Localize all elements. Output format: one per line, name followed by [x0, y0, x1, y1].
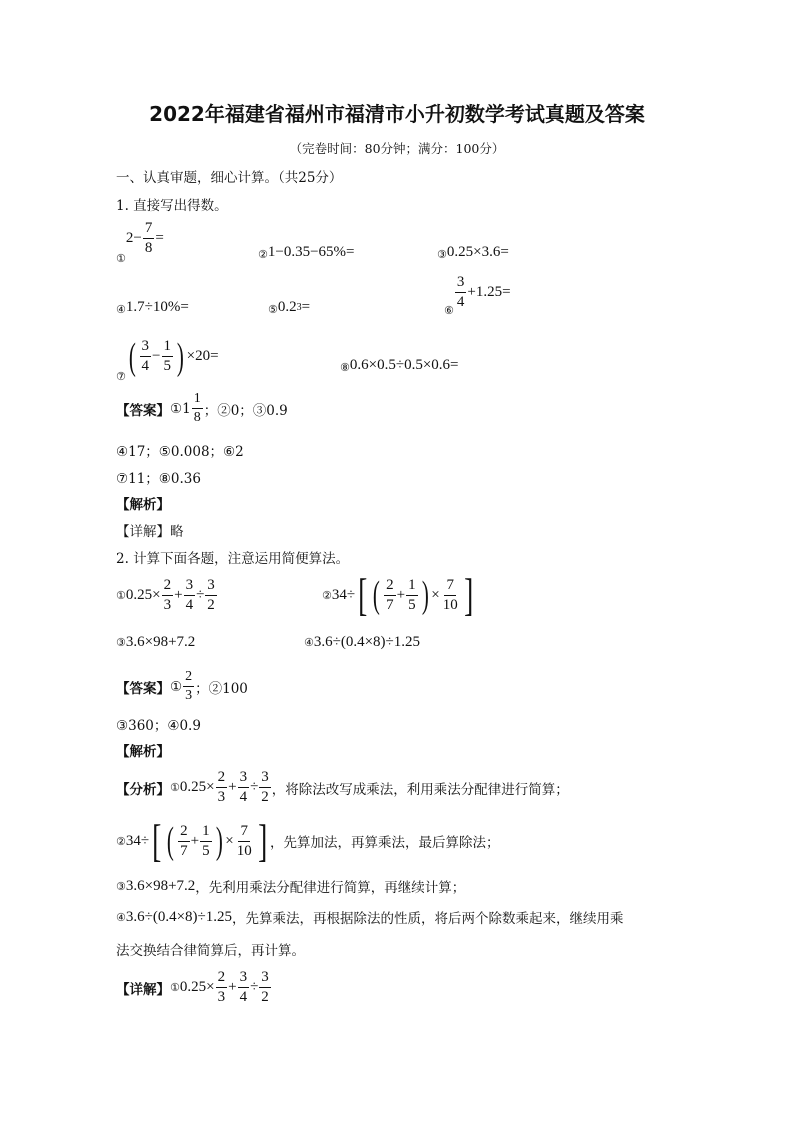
- q1-answer-line-1: [116, 392, 288, 425]
- expression: 3.6×98+7.2: [125, 634, 196, 650]
- open-bracket: [: [358, 569, 368, 620]
- numerator: 3: [184, 578, 196, 596]
- fraction: [143, 221, 155, 256]
- q1-analysis-label: 【解析】: [116, 497, 170, 513]
- fraction: [259, 770, 271, 805]
- operator: ÷: [196, 587, 205, 603]
- denominator: 3: [217, 989, 226, 1005]
- numerator: 7: [238, 824, 250, 842]
- denominator: 4: [239, 789, 248, 805]
- q2-answer-line-1: [116, 670, 248, 703]
- answer-part: ①: [170, 678, 183, 695]
- expression: 1−0.35−65%=: [267, 244, 355, 260]
- expr-part: 34÷: [125, 832, 150, 849]
- operator: ×: [225, 832, 234, 849]
- denominator: 7: [180, 842, 188, 859]
- fenxi-line-2: [116, 815, 500, 866]
- operator: +: [396, 586, 406, 603]
- fenxi-line-4: [116, 907, 624, 927]
- fraction: [216, 770, 228, 805]
- item-number: ⑥: [444, 304, 454, 317]
- fraction: [140, 339, 152, 374]
- denominator: 2: [261, 789, 269, 805]
- fraction: [183, 670, 194, 703]
- item-number: ②: [322, 588, 332, 602]
- numerator: 3: [455, 275, 467, 293]
- q1-item-8: [340, 357, 459, 374]
- q2-answer-line-2: ③360；④0.9: [116, 718, 201, 734]
- expr-part: 0.25×: [125, 587, 161, 603]
- numerator: 2: [384, 578, 396, 596]
- answer-part: ；②100: [195, 680, 248, 697]
- analysis-sub-label: 【分析】: [116, 781, 170, 798]
- fraction: [238, 970, 250, 1005]
- q2-expr-4: [304, 634, 420, 651]
- operator: ×: [431, 586, 440, 603]
- expr-part: 0.25×: [179, 979, 215, 995]
- detail-label: 【详解】: [116, 981, 170, 998]
- close-paren: ): [176, 335, 184, 378]
- open-paren: (: [167, 820, 175, 862]
- item-number: ①: [116, 589, 126, 602]
- expression: 3.6×98+7.2: [125, 877, 196, 894]
- close-paren: ): [215, 820, 223, 862]
- fenxi-line-3: [116, 876, 465, 896]
- numerator: 3: [205, 578, 217, 596]
- item-number: ②: [258, 248, 268, 261]
- item-number: ①: [116, 252, 126, 265]
- operator: +: [228, 779, 237, 795]
- denominator: 4: [239, 989, 248, 1005]
- numerator: 3: [238, 970, 250, 988]
- fraction: [441, 578, 460, 613]
- close-bracket: ]: [463, 569, 473, 620]
- item-number: ①: [170, 781, 180, 794]
- numerator: 7: [444, 578, 456, 596]
- expression: 0.25×3.6=: [446, 244, 509, 260]
- q1-detail: 【详解】略: [116, 524, 184, 540]
- denominator: 4: [185, 597, 194, 613]
- q1-item-2: [258, 244, 355, 261]
- denominator: 7: [386, 596, 394, 613]
- open-paren: (: [373, 574, 381, 616]
- numerator: 3: [259, 770, 271, 788]
- fraction: [178, 824, 190, 859]
- item-number: ⑦: [116, 370, 126, 383]
- fraction: [259, 970, 271, 1005]
- item-number: ①: [170, 981, 180, 994]
- q1-item-7: [116, 330, 219, 383]
- open-paren: (: [128, 335, 136, 378]
- expr-part: 0.25×: [179, 779, 215, 795]
- question-2-heading: 2. 计算下面各题，注意运用简便算法。: [116, 551, 350, 567]
- item-number: ③: [437, 248, 447, 261]
- denominator: 3: [185, 688, 193, 703]
- item-number: ④: [116, 910, 126, 924]
- fraction: [384, 578, 396, 613]
- operator: +: [228, 979, 237, 995]
- numerator: 2: [183, 670, 194, 687]
- numerator: 2: [216, 970, 228, 988]
- denominator: 3: [163, 597, 172, 613]
- fraction: [235, 824, 254, 859]
- numerator: 2: [162, 578, 174, 596]
- q1-answer-line-3: ⑦11；⑧0.36: [116, 471, 201, 487]
- fraction: [216, 970, 228, 1005]
- denominator: 2: [261, 989, 269, 1005]
- denominator: 8: [193, 410, 201, 425]
- question-1-heading: 1. 直接写出得数。: [116, 198, 228, 214]
- numerator: 3: [238, 770, 250, 788]
- item-number: ②: [116, 834, 126, 848]
- expr-part: ×20=: [186, 348, 219, 364]
- denominator: 10: [236, 842, 252, 859]
- answer-part: ①1: [170, 400, 191, 417]
- close-bracket: ]: [257, 815, 267, 866]
- denominator: 8: [144, 240, 153, 256]
- q2-expr-1: [116, 578, 218, 613]
- answer-part: ；②0；③0.9: [203, 402, 288, 419]
- operator: +: [190, 832, 200, 849]
- q1-item-5: [268, 299, 310, 316]
- operator: +: [174, 587, 183, 603]
- q1-item-6: [444, 274, 511, 317]
- expression: 3.6÷(0.4×8)÷1.25: [313, 634, 421, 650]
- expression: 0.2: [277, 299, 297, 315]
- section-heading: 一、认真审题，细心计算。（共25分）: [116, 170, 343, 186]
- analysis-text: ，先算加法，再算乘法，最后算除法；: [270, 835, 500, 851]
- item-number: ④: [116, 303, 126, 316]
- denominator: 4: [141, 358, 150, 374]
- numerator: 1: [162, 339, 174, 357]
- q1-item-1: [116, 220, 164, 265]
- denominator: 10: [442, 596, 458, 613]
- q2-expr-3: [116, 634, 195, 651]
- denominator: 3: [217, 789, 226, 805]
- expression: 3.6÷(0.4×8)÷1.25: [125, 908, 233, 925]
- numerator: 2: [216, 770, 228, 788]
- exponent: 3: [296, 302, 302, 313]
- fraction: [406, 578, 418, 613]
- fraction: [162, 339, 174, 374]
- numerator: 3: [140, 339, 152, 357]
- item-number: ⑤: [268, 303, 278, 316]
- fraction: [184, 578, 196, 613]
- q2-analysis-label: 【解析】: [116, 744, 170, 760]
- operator: −: [152, 348, 161, 364]
- expr-part: 2−: [125, 230, 142, 246]
- exam-info: （完卷时间：80分钟；满分：100分）: [289, 141, 505, 156]
- denominator: 5: [408, 596, 416, 613]
- q2-expr-2: [322, 569, 476, 620]
- answer-label: 【答案】: [116, 680, 170, 697]
- analysis-text: ，将除法改写成乘法，利用乘法分配律进行简算；: [271, 781, 569, 798]
- analysis-text: ，先利用乘法分配律进行简算，再继续计算；: [195, 880, 466, 896]
- expr-part: =: [301, 299, 311, 315]
- page-title: 2022年福建省福州市福清市小升初数学考试真题及答案: [149, 102, 645, 126]
- open-bracket: [: [152, 815, 162, 866]
- answer-label: 【答案】: [116, 402, 170, 419]
- item-number: ④: [304, 636, 314, 649]
- item-number: ③: [116, 879, 126, 893]
- numerator: 2: [178, 824, 190, 842]
- q1-item-4: [116, 299, 189, 316]
- q1-item-3: [437, 244, 509, 261]
- fraction: [162, 578, 174, 613]
- fraction: [238, 770, 250, 805]
- numerator: 1: [192, 392, 203, 409]
- q2-detail: [116, 970, 272, 1005]
- fraction: [200, 824, 212, 859]
- q1-answer-line-2: ④17；⑤0.008；⑥2: [116, 444, 244, 460]
- denominator: 5: [163, 358, 171, 374]
- item-number: ③: [116, 636, 126, 649]
- fraction: [192, 392, 203, 425]
- numerator: 7: [143, 221, 155, 239]
- fenxi-line-1: [116, 770, 569, 805]
- numerator: 3: [259, 970, 271, 988]
- numerator: 1: [406, 578, 418, 596]
- expression: 0.6×0.5÷0.5×0.6=: [349, 357, 459, 373]
- fraction: [455, 275, 467, 310]
- expression: 1.7÷10%=: [125, 299, 189, 315]
- fraction: [205, 578, 217, 613]
- fenxi-line-4-cont: 法交换结合律简算后，再计算。: [116, 943, 305, 959]
- expr-part: =: [155, 230, 164, 246]
- operator: ÷: [250, 779, 259, 795]
- analysis-text: ，先算乘法，再根据除法的性质，将后两个除数乘起来，继续用乘: [232, 911, 624, 927]
- item-number: ⑧: [340, 361, 350, 374]
- operator: ÷: [250, 979, 259, 995]
- expr-part: 34÷: [331, 586, 356, 603]
- denominator: 2: [207, 597, 215, 613]
- denominator: 5: [202, 842, 210, 859]
- denominator: 4: [456, 294, 465, 310]
- expr-part: +1.25=: [467, 284, 511, 300]
- numerator: 1: [200, 824, 212, 842]
- close-paren: ): [421, 574, 429, 616]
